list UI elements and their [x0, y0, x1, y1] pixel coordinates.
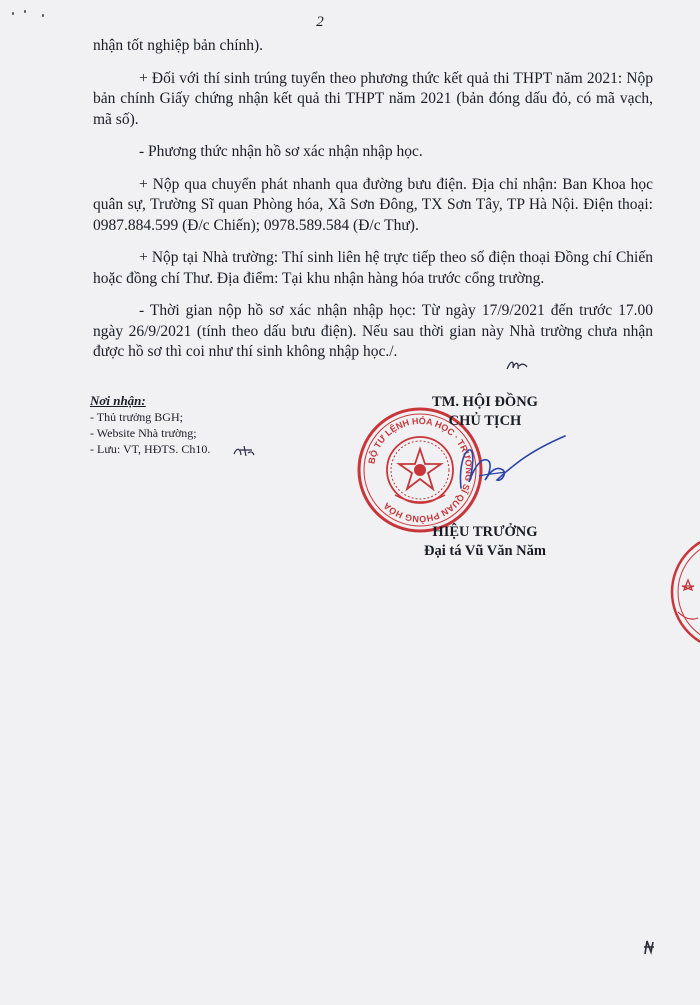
org-line: TM. HỘI ĐỒNG	[432, 394, 538, 410]
signer-position: HIỆU TRƯỞNG	[432, 524, 538, 540]
scan-speck	[24, 10, 26, 13]
signer-name: Đại tá Vũ Văn Năm	[424, 543, 546, 559]
paragraph: + Đối với thí sinh trúng tuyển theo phương thức kết quả thi THPT năm 2021: Nộp bản chính Giấy chứng nhận kết quả thi THPT năm 2021 (bản đóng dấu đỏ, có mã vạch, mã số).	[93, 69, 653, 128]
recipients-block	[90, 393, 210, 457]
signer-block	[395, 523, 575, 561]
document-body	[93, 36, 653, 375]
seal-text: BỘ TƯ LỆNH HÓA HỌC · TRƯỜNG SĨ QUAN PHÒNG HÓA	[366, 415, 475, 525]
paragraph: + Nộp tại Nhà trường: Thí sinh liên hệ trực tiếp theo số điện thoại Đồng chí Chiến hoặc đồng chí Thư. Địa điểm: Tại khu nhận hàng hóa trước cổng trường.	[93, 249, 653, 287]
paragraph: - Phương thức nhận hồ sơ xác nhận nhập học.	[139, 143, 423, 160]
page-initial-icon	[642, 938, 656, 956]
margin-seal-icon	[668, 530, 700, 655]
initial-mark-icon	[232, 444, 256, 458]
handwritten-signature-icon	[455, 430, 570, 500]
paragraph: + Nộp qua chuyển phát nhanh qua đường bưu điện. Địa chỉ nhận: Ban Khoa học quân sự, Trường Sĩ quan Phòng hóa, Xã Sơn Đông, TX Sơn Tây, TP Hà Nội. Điện thoại: 0987.884.599 (Đ/c Chiến); 0978.589.584 (Đ/c Thư).	[93, 175, 653, 234]
signature-block	[400, 393, 570, 431]
initial-mark-icon	[505, 358, 529, 372]
paragraph: - Thời gian nộp hồ sơ xác nhận nhập học: Từ ngày 17/9/2021 đến trước 17.00 ngày 26/9/2021 (tính theo dấu bưu điện). Nếu sau thời gian này Nhà trường chưa nhận được hồ sơ thì coi như thí sinh không nhập học./.	[93, 302, 653, 360]
paragraph: nhận tốt nghiệp bản chính).	[93, 37, 264, 54]
page-number: 2	[316, 14, 324, 30]
role-line: CHỦ TỊCH	[448, 413, 522, 429]
recipient-item: - Thủ trưởng BGH;	[90, 410, 183, 424]
recipients-title: Nơi nhận:	[90, 393, 146, 408]
recipient-item: - Website Nhà trường;	[90, 426, 197, 440]
recipient-item: - Lưu: VT, HĐTS. Ch10.	[90, 442, 211, 456]
